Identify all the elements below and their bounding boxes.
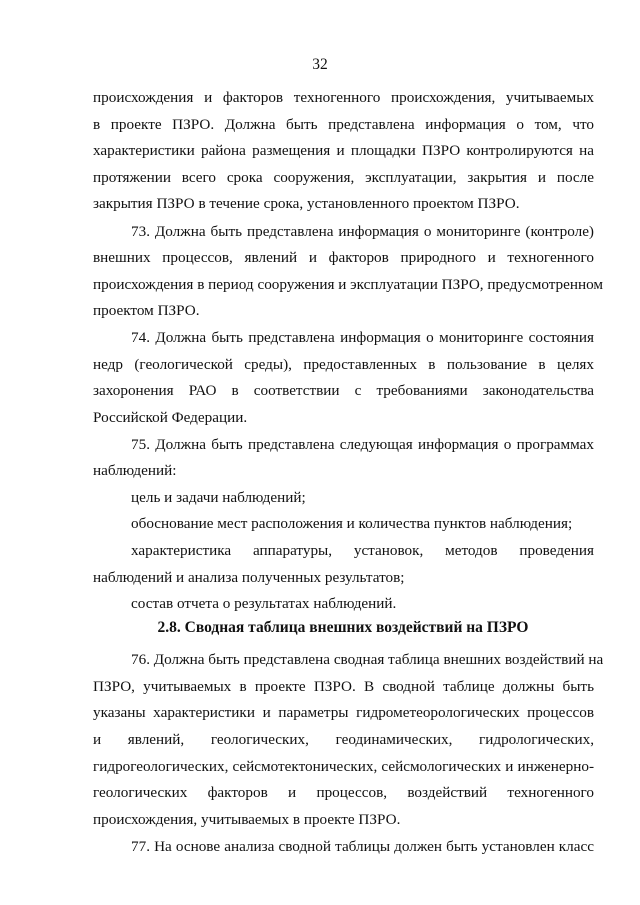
text-line: происхождения в период сооружения и эксплуатации ПЗРО, предусмотренном <box>93 276 604 293</box>
text-line: протяжении всего срока сооружения, эксплуатации, закрытия и после <box>93 169 594 186</box>
text-line: и явлений, геологических, геодинамических, гидрологических, <box>93 731 594 748</box>
text-line: гидрогеологических, сейсмотектонических, сейсмологических и инженерно- <box>93 758 594 775</box>
text-line: захоронения РАО в соответствии с требованиями законодательства <box>93 382 594 399</box>
text-line: закрытия ПЗРО в течение срока, установленного проектом ПЗРО. <box>93 195 520 212</box>
text-line: недр (геологической среды), предоставленных в пользование в целях <box>93 356 594 373</box>
text-line: наблюдений: <box>93 462 177 479</box>
text-line: Российской Федерации. <box>93 409 248 426</box>
text-line: указаны характеристики и параметры гидрометеорологических процессов <box>93 704 594 721</box>
text-line: внешних процессов, явлений и факторов природного и техногенного <box>93 249 594 266</box>
text-line: геологических факторов и процессов, воздействий техногенного <box>93 784 594 801</box>
list-item: состав отчета о результатах наблюдений. <box>131 595 397 612</box>
paragraph-76-first-line: 76. Должна быть представлена сводная таблица внешних воздействий на <box>131 651 604 668</box>
page-number: 32 <box>312 56 328 73</box>
paragraph-77-first-line: 77. На основе анализа сводной таблицы должен быть установлен класс <box>131 838 594 855</box>
list-item: обоснование мест расположения и количества пунктов наблюдения; <box>131 515 573 532</box>
text-line: проектом ПЗРО. <box>93 302 200 319</box>
text-line: происхождения и факторов техногенного происхождения, учитываемых <box>93 89 594 106</box>
text-line: наблюдений и анализа полученных результатов; <box>93 569 405 586</box>
text-line: характеристики района размещения и площадки ПЗРО контролируются на <box>93 142 594 159</box>
text-line: происхождения, учитываемых в проекте ПЗРО. <box>93 811 401 828</box>
list-item: характеристика аппаратуры, установок, методов проведения <box>131 542 594 559</box>
paragraph-75-first-line: 75. Должна быть представлена следующая информация о программах <box>131 436 594 453</box>
paragraph-74-first-line: 74. Должна быть представлена информация о мониторинге состояния <box>131 329 594 346</box>
list-item: цель и задачи наблюдений; <box>131 489 306 506</box>
text-line: в проекте ПЗРО. Должна быть представлена информация о том, что <box>93 116 594 133</box>
section-heading: 2.8. Сводная таблица внешних воздействий на ПЗРО <box>157 619 529 636</box>
text-line: ПЗРО, учитываемых в проекте ПЗРО. В сводной таблице должны быть <box>93 678 594 695</box>
paragraph-73-first-line: 73. Должна быть представлена информация о мониторинге (контроле) <box>131 223 594 240</box>
